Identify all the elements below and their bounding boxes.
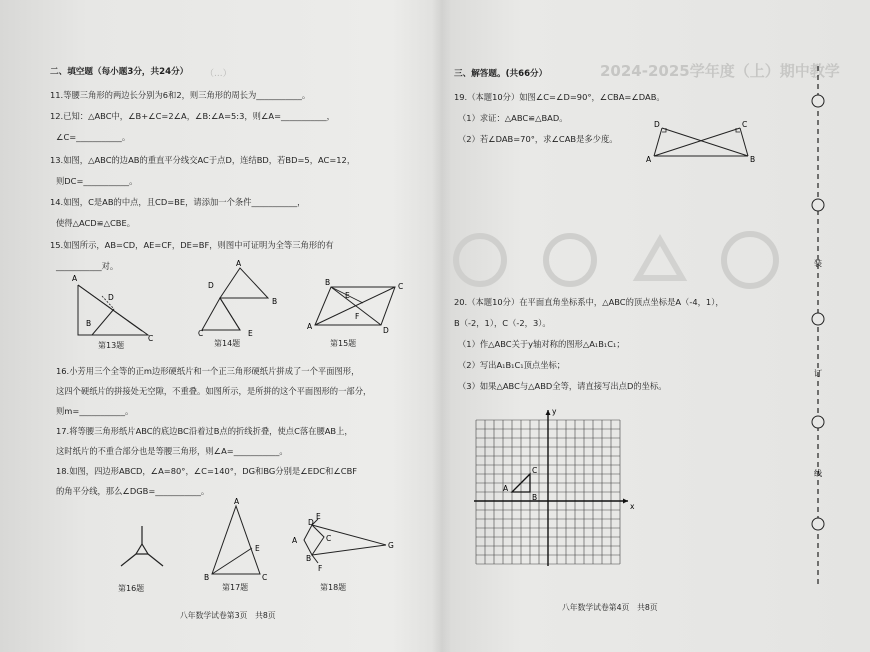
question-18-line1: 18.如图，四边形ABCD，∠A=80°，∠C=140°，DG和BG分别是∠EDC和∠CBF bbox=[56, 466, 358, 476]
question-20-part1: （1）作△ABC关于y轴对称的图形△A₁B₁C₁； bbox=[458, 339, 625, 349]
label-17-a: A bbox=[234, 497, 240, 506]
caption-13: 第13题 bbox=[98, 341, 125, 350]
question-15-line1: 15.如图所示，AB=CD，AE=CF，DE=BF，则图中可证明为全等三角形的有 bbox=[50, 240, 334, 250]
binding-line bbox=[804, 66, 834, 626]
label-20-c: C bbox=[532, 466, 538, 475]
question-12-line2: ∠C=___________。 bbox=[56, 132, 131, 142]
section-title-fill-blank: 二、填空题（每小题3分，共24分） bbox=[50, 67, 189, 77]
question-18-line2: 的角平分线，那么∠DGB=___________。 bbox=[56, 486, 210, 496]
label-14-a: A bbox=[236, 259, 242, 268]
figure-13 bbox=[70, 273, 170, 343]
figure-15 bbox=[303, 277, 413, 337]
label-14-b: B bbox=[272, 297, 278, 306]
binding-char-3: 线 bbox=[814, 469, 822, 478]
question-13-line2: 则DC=___________。 bbox=[56, 176, 138, 186]
header-exam-title: 2024-2025学年度（上）期中教学 bbox=[600, 62, 840, 80]
label-20-y: y bbox=[552, 407, 557, 416]
caption-14: 第14题 bbox=[214, 339, 241, 348]
figure-14 bbox=[196, 258, 286, 338]
question-20-part2: （2）写出A₁B₁C₁顶点坐标； bbox=[458, 360, 566, 370]
label-14-e: E bbox=[248, 329, 253, 338]
label-19-d: D bbox=[654, 120, 660, 129]
label-17-c: C bbox=[262, 573, 268, 582]
question-13-line1: 13.如图，△ABC的边AB的重直平分线交AC于点D，连结BD，若BD=5，AC=12， bbox=[50, 155, 356, 165]
caption-17: 第17题 bbox=[222, 583, 249, 592]
label-18-d: D bbox=[308, 518, 314, 527]
label-13-d: D bbox=[108, 293, 114, 302]
label-20-a: A bbox=[503, 484, 509, 493]
label-13-b: B bbox=[86, 319, 92, 328]
figure-17 bbox=[200, 497, 270, 582]
label-19-a: A bbox=[646, 155, 652, 164]
question-16-line1: 16.小芳用三个全等的正m边形硬纸片和一个正三角形硬纸片拼成了一个平面图形， bbox=[56, 366, 360, 376]
question-20-line1: 20.（本题10分）在平面直角坐标系中，△ABC的顶点坐标是A（-4，1）， bbox=[454, 297, 724, 307]
question-17-line1: 17.将等腰三角形纸片ABC的底边BC沿着过B点的折线折叠，使点C落在腰AB上， bbox=[56, 426, 353, 436]
question-14-line2: 使得△ACD≌△CBE。 bbox=[56, 218, 136, 228]
figure-16 bbox=[116, 522, 166, 577]
label-19-c: C bbox=[742, 120, 748, 129]
label-17-e: E bbox=[255, 544, 260, 553]
question-16-line2: 这四个硬纸片的拼接处无空隙，不重叠。如图所示，是所拼的这个平面图形的一部分， bbox=[56, 386, 372, 396]
footer-page-3: 八年数学试卷第3页 共8页 bbox=[180, 611, 276, 620]
label-18-a: A bbox=[292, 536, 298, 545]
figure-19 bbox=[646, 118, 756, 163]
label-14-d: D bbox=[208, 281, 214, 290]
binding-char-1: 装 bbox=[814, 259, 822, 268]
label-13-c: C bbox=[148, 334, 154, 343]
question-16-line3: 则m=___________。 bbox=[56, 406, 134, 416]
question-19-part2: （2）若∠DAB=70°，求∠CAB是多少度。 bbox=[458, 134, 618, 144]
label-13-a: A bbox=[72, 274, 78, 283]
question-20-part3: （3）如果△ABC与△ABD全等，请直接写出点D的坐标。 bbox=[458, 381, 667, 391]
question-17-line2: 这时纸片的不重合部分也是等腰三角形，则∠A=___________。 bbox=[56, 446, 288, 456]
label-20-x: x bbox=[630, 502, 635, 511]
label-18-e: E bbox=[316, 512, 321, 521]
question-12-line1: 12.已知：△ABC中，∠B+∠C=2∠A，∠B:∠A=5:3，则∠A=___________， bbox=[50, 111, 335, 121]
label-15-c: C bbox=[398, 282, 404, 291]
caption-16: 第16题 bbox=[118, 584, 145, 593]
label-15-e: E bbox=[345, 291, 350, 300]
x-axis-arrow bbox=[623, 499, 628, 504]
label-19-b: B bbox=[750, 155, 756, 164]
label-15-a: A bbox=[307, 322, 313, 331]
y-axis-arrow bbox=[546, 410, 551, 415]
question-19-line1: 19.（本题10分）如图∠C=∠D=90°，∠CBA=∠DAB。 bbox=[454, 92, 665, 102]
coordinate-grid bbox=[470, 402, 640, 582]
caption-18: 第18题 bbox=[320, 583, 347, 592]
question-15-line2: ___________对。 bbox=[56, 261, 119, 271]
question-19-part1: （1）求证：△ABC≌△BAD。 bbox=[458, 113, 568, 123]
question-11: 11.等腰三角形的两边长分别为6和2，则三角形的周长为___________。 bbox=[50, 90, 311, 100]
label-15-f: F bbox=[355, 312, 360, 321]
label-17-b: B bbox=[204, 573, 210, 582]
label-18-c: C bbox=[326, 534, 332, 543]
page-3: （...） 二、填空题（每小题3分，共24分） 11.等腰三角形的两边长分别为6和2，则三角形的周长为___________。 12.已知：△ABC中，∠B+∠C=2∠A，∠B:∠A=5:3，则∠A=___________， ∠C=___________。 13.如图，△ABC的边AB的重直平分线交AC于点D，连结BD，若BD=5，AC=12， 则DC=___________。 14.如图，C是AB的中点，且CD=BE，请添加一个条件___________， 使得△ACD≌△CBE。 15.如图所示，AB=CD，AE=CF，DE=BF，则图中可证明为全等三角形的有 ___________对。 A D B C 第13题 A D E B C 第14题 B E C A F D 第15题 16.小芳用三个全等的正m边形硬纸片和一个正三角形硬纸片拼成了一个平面图形， 这四个硬纸片的拼接处无空隙，不重叠。如图所示，是所拼的这个平面图形的一部分， 则m=___________。 17.将等腰三角形纸片ABC的底边BC沿着过B点的折线折叠，使点C落在腰AB上， 这时纸片的不重合部分也是等腰三角形，则∠A=___________。 18.如图，四边形ABCD，∠A=80°，∠C=140°，DG和BG分别是∠EDC和∠CBF 的角平分线，那么∠DGB=___________。 第16题 A E B C 第17题 D E A C G B F 第18题 八年数学试卷第3页 共8页 bbox=[0, 0, 440, 652]
label-15-d: D bbox=[383, 326, 389, 335]
question-20-line2: B（-2，1），C（-2，3）。 bbox=[454, 318, 551, 328]
label-18-f: F bbox=[318, 564, 323, 573]
section-title-answers: 三、解答题。(共66分） bbox=[454, 69, 548, 79]
label-18-b: B bbox=[306, 554, 312, 563]
question-14-line1: 14.如图，C是AB的中点，且CD=BE，请添加一个条件___________， bbox=[50, 197, 306, 207]
label-18-g: G bbox=[388, 541, 394, 550]
figure-18 bbox=[290, 512, 400, 575]
label-15-b: B bbox=[325, 278, 331, 287]
bleed-through-symbols bbox=[450, 228, 830, 298]
footer-page-4: 八年数学试卷第4页 共8页 bbox=[562, 603, 658, 612]
label-20-b: B bbox=[532, 493, 538, 502]
label-14-c: C bbox=[198, 329, 204, 338]
caption-15: 第15题 bbox=[330, 339, 357, 348]
page-4 bbox=[440, 0, 870, 652]
binding-char-2: 订 bbox=[814, 369, 822, 378]
